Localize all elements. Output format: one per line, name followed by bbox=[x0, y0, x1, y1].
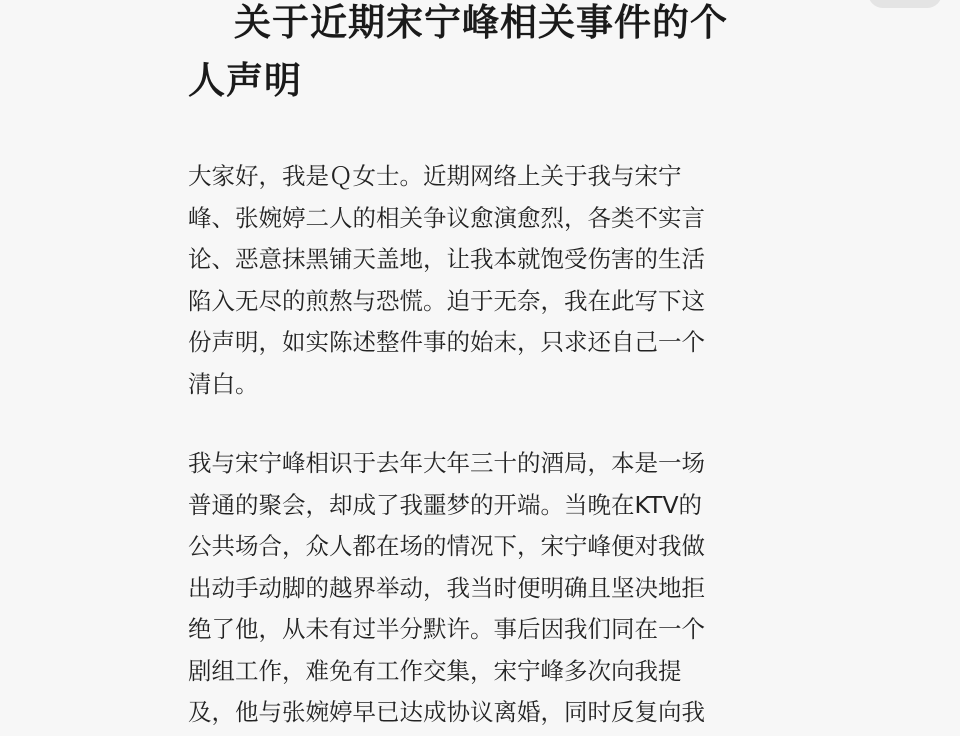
text-line: 普通的聚会，却成了我噩梦的开端。当晚在KTV的 bbox=[188, 490, 703, 519]
text-line: 公共场合，众人都在场的情况下，宋宁峰便对我做 bbox=[188, 532, 705, 560]
paragraph-intro bbox=[188, 156, 705, 405]
article-title bbox=[188, 0, 788, 110]
text-line: 峰、张婉婷二人的相关争议愈演愈烈，各类不实言 bbox=[188, 203, 705, 232]
text-line: 出动手动脚的越界举动，我当时便明确且坚决地拒 bbox=[188, 573, 705, 602]
text-line: 剧组工作，难免有工作交集，宋宁峰多次向我提 bbox=[188, 656, 682, 685]
text-line: 陷入无尽的煎熬与恐慌。迫于无奈，我在此写下这 bbox=[188, 286, 705, 315]
text-line: 清白。 bbox=[188, 369, 259, 398]
title-line: 人声明 bbox=[188, 59, 302, 102]
paragraph-account bbox=[188, 443, 705, 734]
text-line: 及，他与张婉婷早已达成协议离婚，同时反复向我 bbox=[188, 698, 705, 726]
text-line: 绝了他，从未有过半分默许。事后因我们同在一个 bbox=[188, 615, 705, 643]
top-right-button[interactable] bbox=[868, 0, 942, 8]
text-line: 我与宋宁峰相识于去年大年三十的酒局，本是一场 bbox=[188, 449, 705, 477]
title-line: 关于近期宋宁峰相关事件的个 bbox=[234, 1, 728, 44]
statement-article bbox=[188, 0, 788, 726]
text-line: 大家好，我是Ｑ女士。近期网络上关于我与宋宁 bbox=[188, 162, 682, 190]
text-line: 份声明，如实陈述整件事的始末，只求还自己一个 bbox=[188, 328, 705, 356]
text-line: 论、恶意抹黑铺天盖地，让我本就饱受伤害的生活 bbox=[188, 245, 705, 273]
